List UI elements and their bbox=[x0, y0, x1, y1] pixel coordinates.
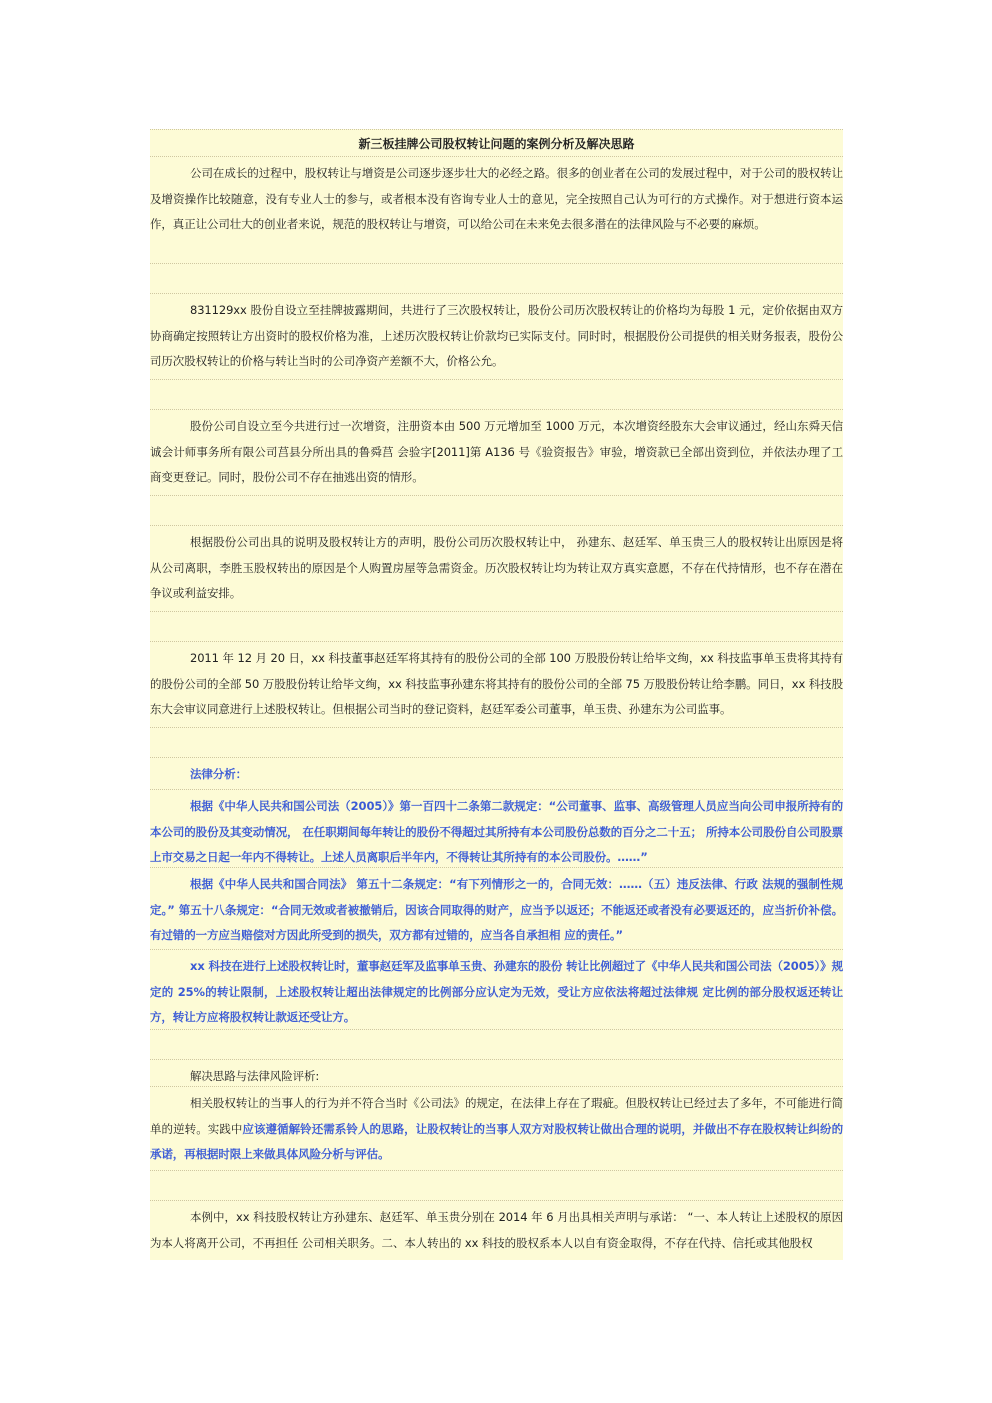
paragraph-block bbox=[150, 1087, 843, 1171]
paragraph-block bbox=[150, 950, 843, 1030]
solution-highlight-text: 应该遵循解铃还需系铃人的思路，让股权转让的当事人双方对股权转让做出合理的说明，并做出不存在股权转让纠纷的承诺，再根据时限上来做具体风险分析与评估。 bbox=[150, 1121, 843, 1161]
spacer-block bbox=[150, 264, 843, 294]
document-title: 新三板挂牌公司股权转让问题的案例分析及解决思路 bbox=[358, 137, 635, 151]
title-block bbox=[150, 129, 843, 157]
paragraph-solution bbox=[150, 1087, 843, 1168]
solution-plain-text: 相关股权转让的当事人的行为并不符合当时《公司法》的规定，在法律上存在了瑕疵。但股权转让已经过去了多年，不可能进行简单的逆转。实践中 bbox=[150, 1096, 843, 1136]
spacer-block bbox=[150, 1030, 843, 1060]
paragraph-transfer-price: 831129xx 股份自设立至挂牌披露期间，共进行了三次股权转让，股份公司历次股权转让的价格均为每股 1 元，定价依据由双方协商确定按照转让方出资时的股权价格为准，上述历次股权转让价款均已实际支付。同时时，根据股份公司提供的相关财务报表，股份公司历次股权转让的价格与转让当时的公司净资产差额不大，价格公允。 bbox=[150, 303, 843, 368]
legal-analysis-heading-block bbox=[150, 758, 843, 790]
paragraph-contract-law: 根据《中华人民共和国合同法》 第五十二条规定：“有下列情形之一的，合同无效：……（五）违反法律、行政 法规的强制性规定。” 第五十八条规定：“合同无效或者被撤销后，因该合同取得的财产，应当予以返还；不能返还或者没有必要返还的，应当折价补偿。有过错的一方应当赔偿对方因此所受到的损失，双方都有过错的，应当各自承担相 应的责任。” bbox=[150, 877, 843, 942]
paragraph-company-law: 根据《中华人民共和国公司法（2005）》第一百四十二条第二款规定：“公司董事、监事、高级管理人员应当向公司申报所持有的本公司的股份及其变动情况， 在任职期间每年转让的股份不得超过其所持有本公司股份总数的百分之二十五； 所持本公司股份自公司股票上市交易之日起一年内不得转让。上述人员离职后半年内，不得转让其所持有的本公司股份。……” bbox=[150, 799, 843, 864]
paragraph-analysis-conclusion: xx 科技在进行上述股权转让时，董事赵廷军及监事单玉贵、孙建东的股份 转让比例超过了《中华人民共和国公司法（2005）》规定的 25%的转让限制，上述股权转让超出法律规定的比例部分应认定为无效，受让方应依法将超过法律规 定比例的部分股权返还转让方，转让方应将股权转让款返还受让方。 bbox=[150, 959, 843, 1024]
paragraph-block bbox=[150, 790, 843, 868]
document bbox=[150, 129, 843, 1260]
spacer-block bbox=[150, 612, 843, 642]
paragraph-block bbox=[150, 642, 843, 728]
paragraph-block bbox=[150, 526, 843, 612]
paragraph-block bbox=[150, 294, 843, 380]
paragraph-case-facts: 2011 年 12 月 20 日，xx 科技董事赵廷军将其持有的股份公司的全部 100 万股股份转让给毕文绚，xx 科技监事单玉贵将其持有的股份公司的全部 50 万股股份转让给毕文绚，xx 科技监事孙建东将其持有的股份公司的全部 75 万股股份转让给李鹏。同日，xx 科技股东大会审议同意进行上述股权转让。但根据公司当时的登记资料，赵廷军委公司董事，单玉贵、孙建东为公司监事。 bbox=[150, 651, 843, 716]
paragraph-statement: 本例中，xx 科技股权转让方孙建东、赵廷军、单玉贵分别在 2014 年 6 月出具相关声明与承诺： “一、本人转让上述股权的原因为本人将离开公司，不再担任 公司相关职务。二、本人转出的 xx 科技的股权系本人以自有资金取得，不存在代持、信托或其他股权 bbox=[150, 1210, 843, 1250]
spacer-block bbox=[150, 728, 843, 758]
paragraph-capital-increase: 股份公司自设立至今共进行过一次增资，注册资本由 500 万元增加至 1000 万元，本次增资经股东大会审议通过，经山东舜天信诚会计师事务所有限公司莒县分所出具的鲁舜莒 会验字[2011]第 A136 号《验资报告》审验，增资款已全部出资到位，并依法办理了工商变更登记。同时，股份公司不存在抽逃出资的情形。 bbox=[150, 419, 843, 484]
legal-analysis-heading: 法律分析： bbox=[190, 767, 247, 781]
paragraph-block bbox=[150, 157, 843, 264]
paragraph-transfer-reason: 根据股份公司出具的说明及股权转让方的声明，股份公司历次股权转让中， 孙建东、赵廷军、单玉贵三人的股权转让出原因是将从公司离职，李胜玉股权转出的原因是个人购置房屋等急需资金。历次股权转让均为转让双方真实意愿，不存在代持情形，也不存在潜在争议或利益安排。 bbox=[150, 535, 843, 600]
spacer-block bbox=[150, 496, 843, 526]
paragraph-block bbox=[150, 868, 843, 950]
paragraph-intro: 公司在成长的过程中，股权转让与增资是公司逐步逐步壮大的必经之路。很多的创业者在公司的发展过程中，对于公司的股权转让及增资操作比较随意，没有专业人士的参与，或者根本没有咨询专业人士的意见，完全按照自己认为可行的方式操作。对于想进行资本运作，真正让公司壮大的创业者来说，规范的股权转让与增资，可以给公司在未来免去很多潜在的法律风险与不必要的麻烦。 bbox=[150, 166, 843, 231]
solution-heading-block bbox=[150, 1060, 843, 1087]
paragraph-block bbox=[150, 410, 843, 496]
spacer-block bbox=[150, 1171, 843, 1201]
solution-heading: 解决思路与法律风险评析: bbox=[190, 1069, 320, 1083]
paragraph-block bbox=[150, 1201, 843, 1260]
spacer-block bbox=[150, 380, 843, 410]
